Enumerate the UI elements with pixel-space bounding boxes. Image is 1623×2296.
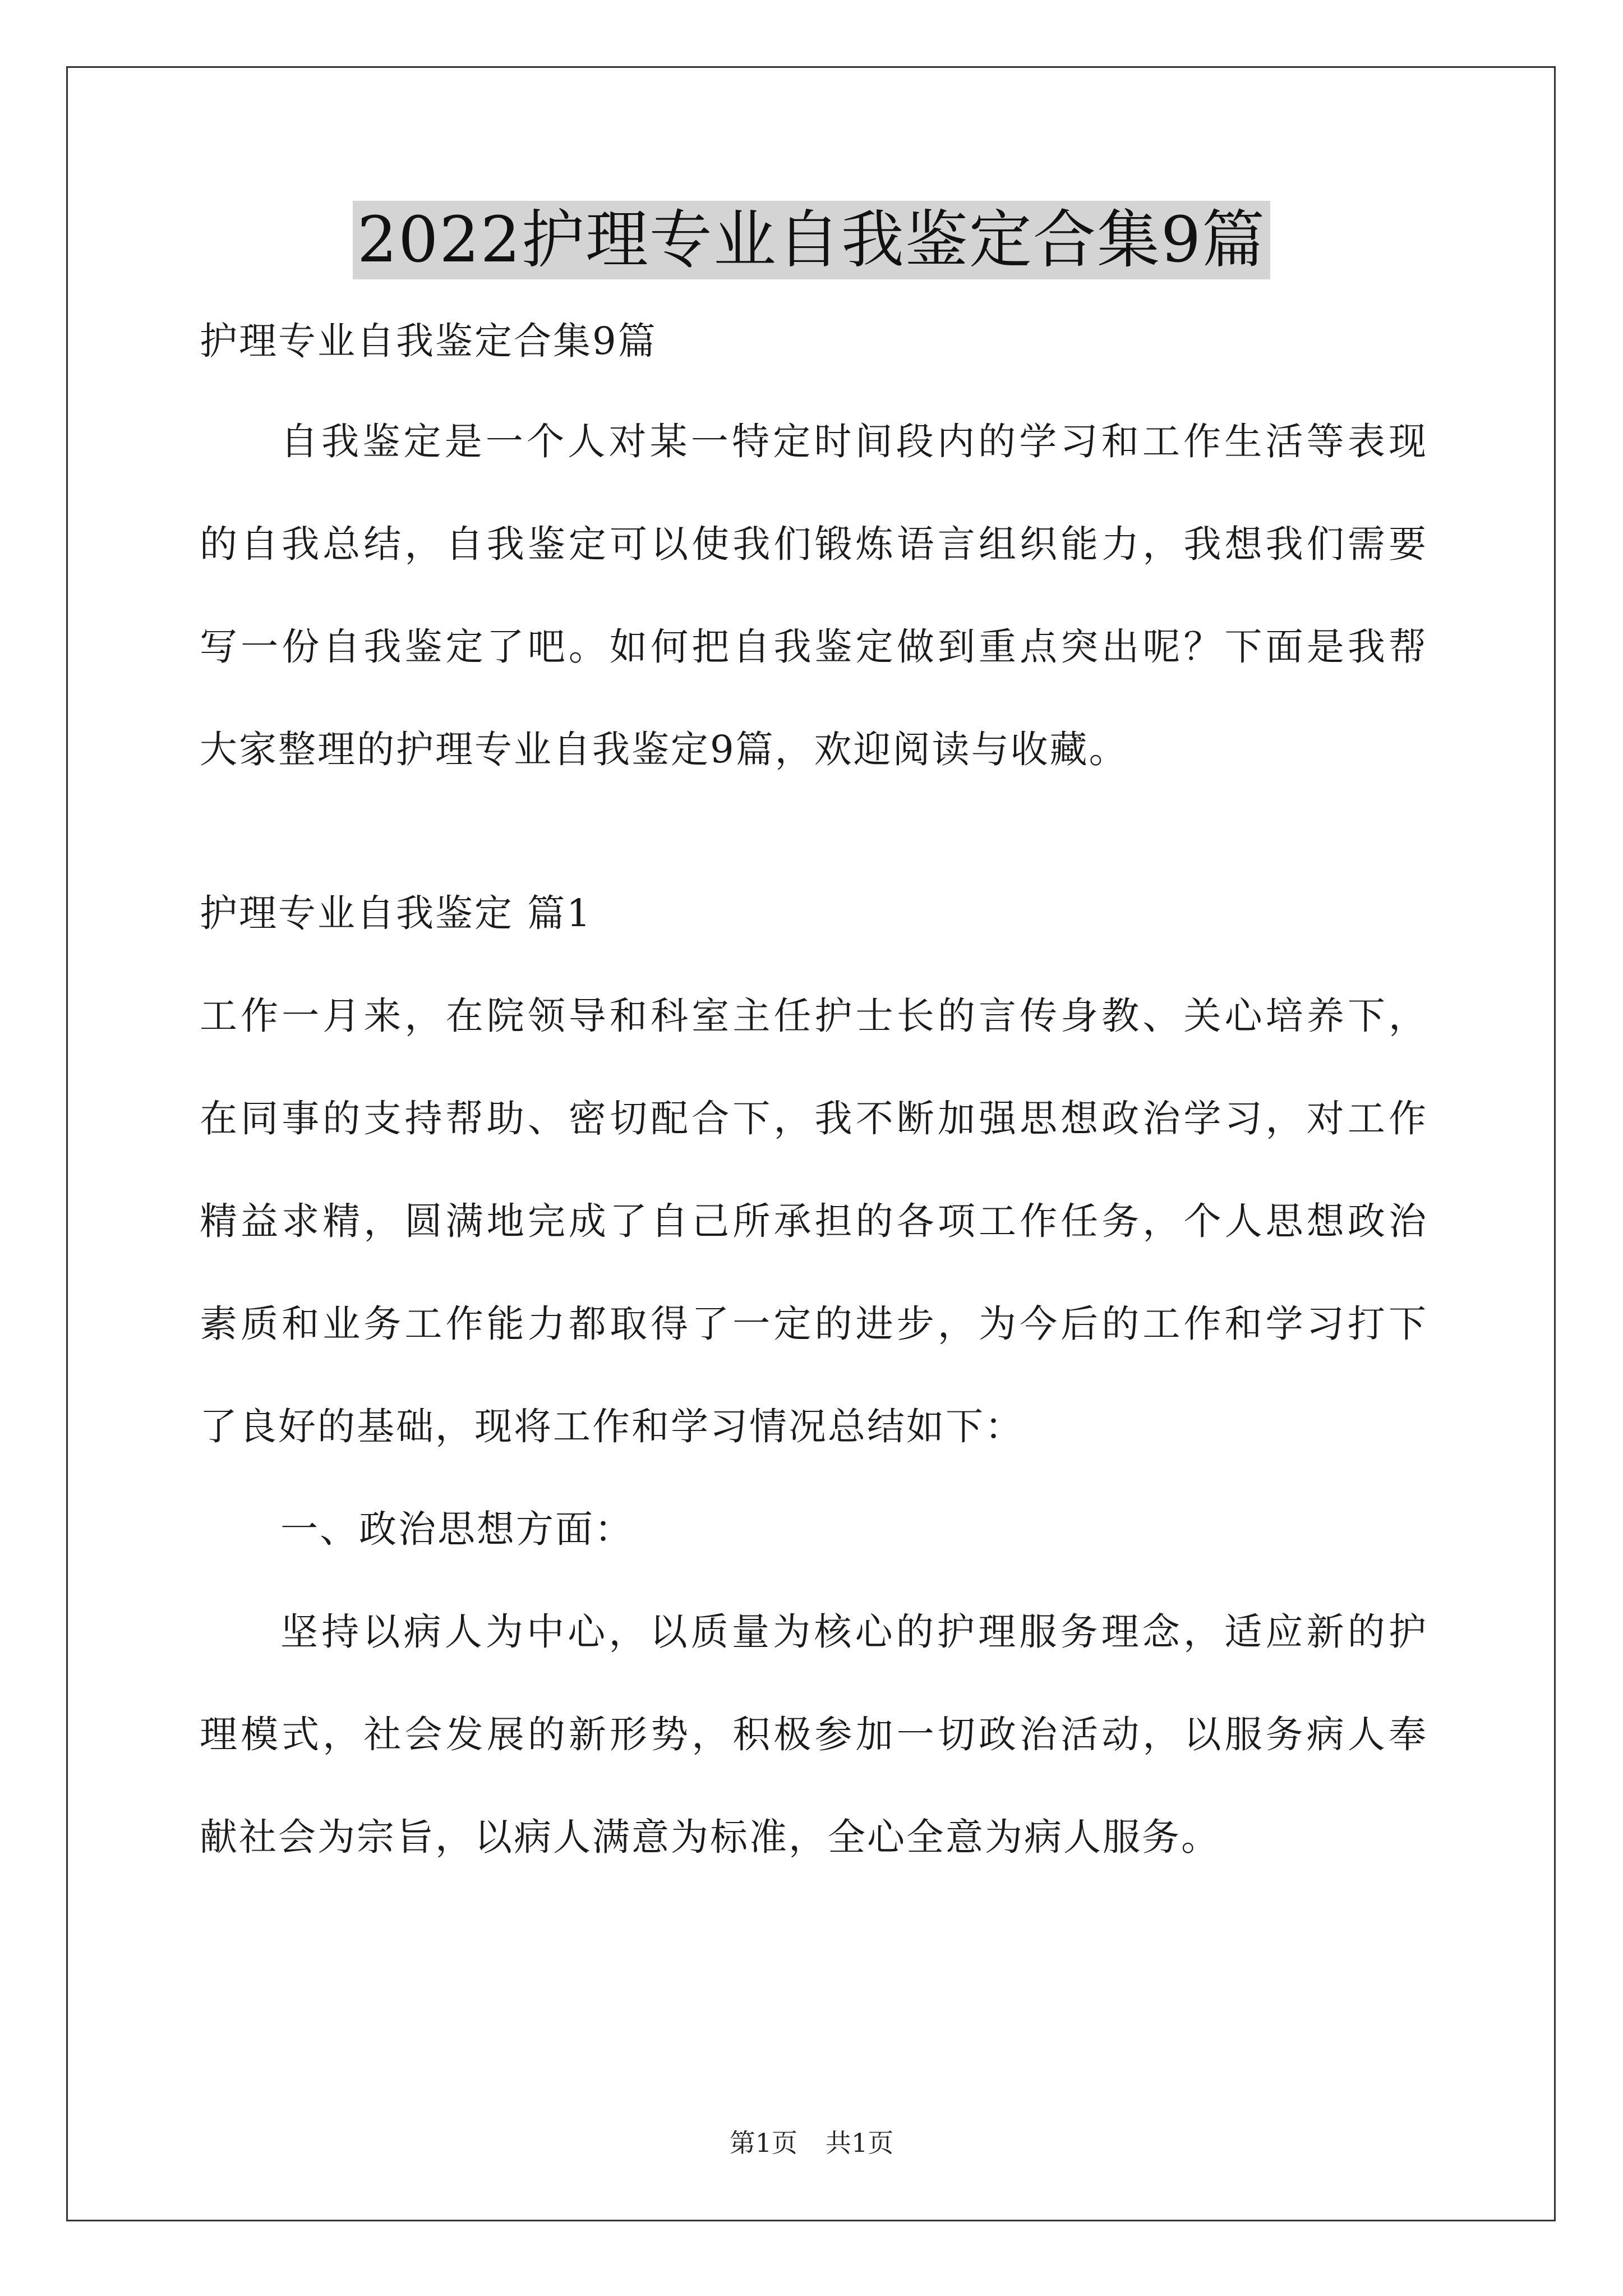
section-line: 了良好的基础，现将工作和学习情况总结如下： xyxy=(200,1405,1024,1448)
politics-line: 理模式，社会发展的新形势，积极参加一切政治活动，以服务病人奉 xyxy=(200,1713,1428,1756)
section-heading: 护理专业自我鉴定 篇1 xyxy=(200,891,592,935)
politics-line: 坚持以病人为中心，以质量为核心的护理服务理念，适应新的护 xyxy=(280,1610,1428,1654)
intro-line: 的自我总结，自我鉴定可以使我们锻炼语言组织能力，我想我们需要 xyxy=(200,522,1428,566)
intro-line: 大家整理的护理专业自我鉴定9篇，欢迎阅读与收藏。 xyxy=(200,728,1128,771)
section-line: 精益求精，圆满地完成了自己所承担的各项工作任务，个人思想政治 xyxy=(200,1199,1428,1243)
section-line: 在同事的支持帮助、密切配合下，我不断加强思想政治学习，对工作 xyxy=(200,1097,1428,1140)
page-number: 第1页 xyxy=(729,2128,797,2158)
section-line: 工作一月来，在院领导和科室主任护士长的言传身教、关心培养下， xyxy=(200,994,1428,1038)
intro-line: 自我鉴定是一个人对某一特定时间段内的学习和工作生活等表现 xyxy=(280,420,1428,463)
document-body xyxy=(200,314,1428,1864)
section-line: 素质和业务工作能力都取得了一定的进步，为今后的工作和学习打下 xyxy=(200,1302,1428,1346)
page-total: 共1页 xyxy=(826,2128,894,2158)
subheading: 一、政治思想方面： xyxy=(280,1507,634,1551)
document-subtitle: 护理专业自我鉴定合集9篇 xyxy=(200,319,657,363)
page-footer xyxy=(0,2126,1623,2160)
title-area xyxy=(0,201,1623,279)
politics-line: 献社会为宗旨，以病人满意为标准，全心全意为病人服务。 xyxy=(200,1815,1220,1859)
intro-line: 写一份自我鉴定了吧。如何把自我鉴定做到重点突出呢？下面是我帮 xyxy=(200,625,1428,669)
document-title: 2022护理专业自我鉴定合集9篇 xyxy=(353,201,1270,279)
